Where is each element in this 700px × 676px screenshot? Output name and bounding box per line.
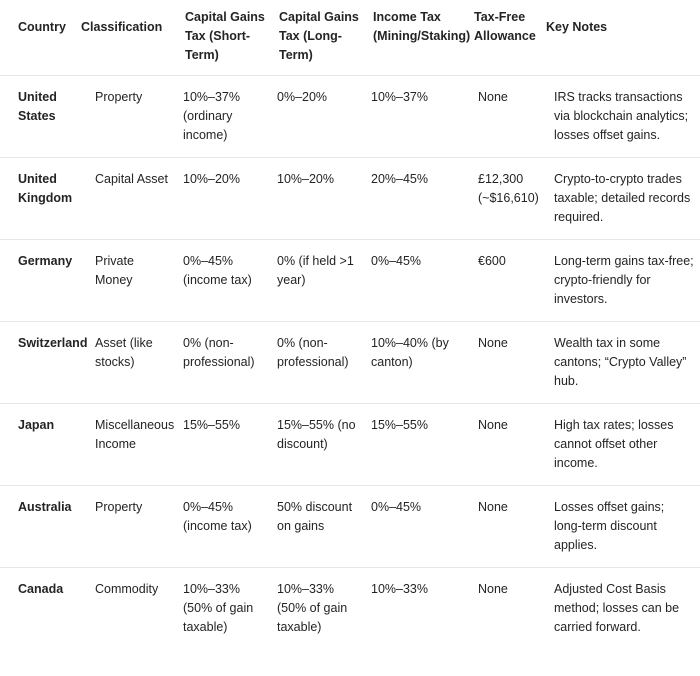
cell-notes: Losses offset gains; long-term discount applies.	[538, 486, 700, 568]
cell-income-tax: 10%–40% (by canton)	[365, 322, 466, 404]
cell-income-tax: 15%–55%	[365, 404, 466, 486]
cell-short-term: 10%–20%	[177, 158, 271, 240]
cell-country: Australia	[0, 486, 73, 568]
cell-classification: Asset (like stocks)	[73, 322, 177, 404]
cell-short-term: 0% (non-professional)	[177, 322, 271, 404]
header-row	[0, 0, 700, 76]
cell-short-term: 15%–55%	[177, 404, 271, 486]
cell-allowance: None	[466, 322, 538, 404]
cell-income-tax: 10%–37%	[365, 76, 466, 158]
cell-allowance: None	[478, 582, 508, 596]
cell-short-term: 0%–45% (income tax)	[177, 486, 271, 568]
cell-classification: Property	[73, 486, 177, 568]
cell-classification: Capital Asset	[73, 158, 177, 240]
header-notes: Key Notes	[538, 0, 700, 76]
cell-classification: Commodity	[95, 582, 159, 596]
cell-notes: Long-term gains tax-free; crypto-friendly for investors.	[538, 240, 700, 322]
table-body	[0, 76, 700, 650]
table-row	[0, 158, 700, 240]
table-row	[0, 322, 700, 404]
cell-income-tax: 20%–45%	[365, 158, 466, 240]
cell-notes: Wealth tax in some cantons; “Crypto Valley” hub.	[538, 322, 700, 404]
cell-country: United Kingdom	[0, 158, 73, 240]
table-row	[0, 76, 700, 158]
cell-notes: Crypto-to-crypto trades taxable; detailed records required.	[538, 158, 700, 240]
header-classification: Classification	[73, 0, 177, 76]
cell-long-term: 0% (non-professional)	[271, 322, 365, 404]
cell-income-tax: 10%–33%	[371, 582, 428, 596]
cell-country: Canada	[18, 582, 64, 596]
cell-classification: Miscellaneous Income	[73, 404, 177, 486]
header-country: Country	[0, 0, 73, 76]
cell-long-term: 0%–20%	[271, 76, 365, 158]
cell-country: Germany	[0, 240, 73, 322]
cell-long-term: 50% discount on gains	[271, 486, 365, 568]
cell-long-term: 0% (if held >1 year)	[271, 240, 365, 322]
table-header	[0, 0, 700, 76]
cell-notes: High tax rates; losses cannot offset other income.	[538, 404, 700, 486]
header-income-tax: Income Tax (Mining/Staking)	[365, 0, 466, 76]
cell-classification: Private Money	[73, 240, 177, 322]
cell-notes: IRS tracks transactions via blockchain analytics; losses offset gains.	[538, 76, 700, 158]
cell-long-term: 10%–33% (50% of gain taxable)	[277, 582, 348, 634]
table-row	[0, 404, 700, 486]
cell-allowance: None	[466, 486, 538, 568]
table-row	[0, 568, 700, 650]
cell-allowance: €600	[466, 240, 538, 322]
header-long-term: Capital Gains Tax (Long-Term)	[271, 0, 365, 76]
cell-income-tax: 0%–45%	[365, 240, 466, 322]
header-allowance: Tax-Free Allowance	[466, 0, 538, 76]
table-row	[0, 486, 700, 568]
cell-long-term: 15%–55% (no discount)	[271, 404, 365, 486]
cell-short-term: 10%–37% (ordinary income)	[177, 76, 271, 158]
cell-country: Japan	[0, 404, 73, 486]
cell-country: Switzerland	[0, 322, 73, 404]
cell-long-term: 10%–20%	[271, 158, 365, 240]
cell-short-term: 0%–45% (income tax)	[177, 240, 271, 322]
cell-notes: Adjusted Cost Basis method; losses can be carried forward.	[554, 582, 680, 634]
header-short-term: Capital Gains Tax (Short-Term)	[177, 0, 271, 76]
table-row	[0, 240, 700, 322]
cell-allowance: None	[466, 76, 538, 158]
cell-allowance: None	[466, 404, 538, 486]
cell-short-term: 10%–33% (50% of gain taxable)	[183, 582, 254, 634]
cell-allowance: £12,300 (~$16,610)	[466, 158, 538, 240]
cell-income-tax: 0%–45%	[365, 486, 466, 568]
cell-country: United States	[0, 76, 73, 158]
cell-classification: Property	[73, 76, 177, 158]
